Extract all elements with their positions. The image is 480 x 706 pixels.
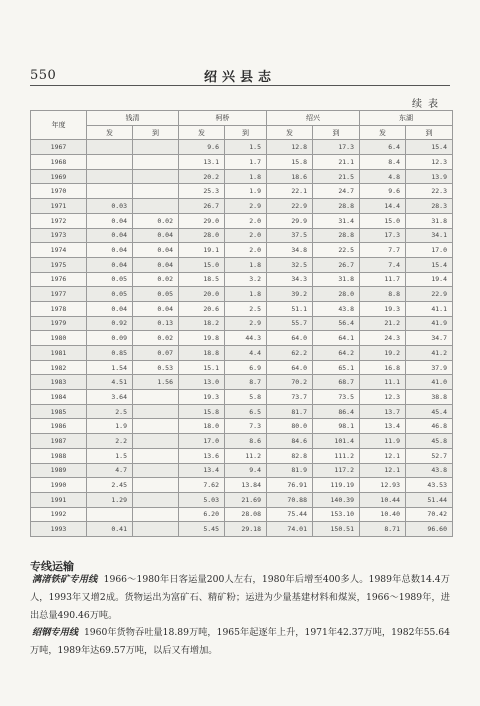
subheader-cell: 发 xyxy=(87,125,133,140)
value-cell: 44.3 xyxy=(225,331,267,346)
value-cell: 22.1 xyxy=(267,184,313,199)
value-cell: 28.0 xyxy=(179,228,225,243)
value-cell: 12.3 xyxy=(406,155,453,170)
value-cell: 6.20 xyxy=(179,507,225,522)
table-body xyxy=(31,140,453,537)
value-cell: 6.4 xyxy=(360,140,406,155)
value-cell: 19.4 xyxy=(406,272,453,287)
value-cell: 2.0 xyxy=(225,243,267,258)
value-cell xyxy=(133,492,179,507)
value-cell: 12.1 xyxy=(360,448,406,463)
value-cell: 6.5 xyxy=(225,404,267,419)
value-cell: 51.1 xyxy=(267,301,313,316)
value-cell: 38.8 xyxy=(406,390,453,405)
value-cell: 19.1 xyxy=(179,243,225,258)
value-cell: 7.62 xyxy=(179,478,225,493)
value-cell: 119.19 xyxy=(313,478,360,493)
value-cell: 5.45 xyxy=(179,522,225,537)
table-row xyxy=(31,243,453,258)
value-cell: 31.8 xyxy=(313,272,360,287)
table-row xyxy=(31,257,453,272)
value-cell xyxy=(133,140,179,155)
value-cell: 84.6 xyxy=(267,434,313,449)
value-cell: 34.7 xyxy=(406,331,453,346)
section-title: 专线运输 xyxy=(30,560,74,573)
year-cell: 1969 xyxy=(31,169,87,184)
year-cell: 1990 xyxy=(31,478,87,493)
year-cell: 1974 xyxy=(31,243,87,258)
value-cell: 0.02 xyxy=(133,272,179,287)
value-cell: 65.1 xyxy=(313,360,360,375)
table-row xyxy=(31,199,453,214)
value-cell xyxy=(133,463,179,478)
value-cell: 82.8 xyxy=(267,448,313,463)
value-cell: 41.2 xyxy=(406,346,453,361)
value-cell xyxy=(133,434,179,449)
paragraph-text: 1960年货物吞吐量18.89万吨，1965年起逐年上升，1971年42.37万吨，1982年55.64万吨，1989年达69.57万吨，以后又有增加。 xyxy=(30,627,450,656)
value-cell: 3.2 xyxy=(225,272,267,287)
value-cell: 2.9 xyxy=(225,199,267,214)
table-row xyxy=(31,213,453,228)
value-cell: 8.6 xyxy=(225,434,267,449)
value-cell: 6.9 xyxy=(225,360,267,375)
table-row xyxy=(31,287,453,302)
table-row xyxy=(31,331,453,346)
value-cell xyxy=(133,390,179,405)
value-cell: 73.5 xyxy=(313,390,360,405)
value-cell: 45.8 xyxy=(406,434,453,449)
value-cell: 0.04 xyxy=(87,228,133,243)
value-cell: 31.8 xyxy=(406,213,453,228)
value-cell: 0.13 xyxy=(133,316,179,331)
value-cell: 86.4 xyxy=(313,404,360,419)
year-cell: 1983 xyxy=(31,375,87,390)
value-cell: 4.4 xyxy=(225,346,267,361)
table-row xyxy=(31,507,453,522)
value-cell: 41.9 xyxy=(406,316,453,331)
value-cell: 81.9 xyxy=(267,463,313,478)
value-cell xyxy=(133,448,179,463)
value-cell: 12.8 xyxy=(267,140,313,155)
year-cell: 1980 xyxy=(31,331,87,346)
running-head: 绍兴县志 xyxy=(203,70,276,85)
subheader-cell: 发 xyxy=(179,125,225,140)
table-row xyxy=(31,390,453,405)
value-cell: 13.9 xyxy=(406,169,453,184)
value-cell: 111.2 xyxy=(313,448,360,463)
value-cell xyxy=(87,140,133,155)
value-cell: 2.5 xyxy=(87,404,133,419)
subheader-cell: 发 xyxy=(267,125,313,140)
continued-label: 续表 xyxy=(412,99,444,110)
value-cell: 2.45 xyxy=(87,478,133,493)
value-cell: 8.8 xyxy=(360,287,406,302)
value-cell: 52.7 xyxy=(406,448,453,463)
year-cell: 1989 xyxy=(31,463,87,478)
value-cell: 1.56 xyxy=(133,375,179,390)
value-cell: 15.0 xyxy=(179,257,225,272)
value-cell: 4.51 xyxy=(87,375,133,390)
value-cell: 15.1 xyxy=(179,360,225,375)
value-cell xyxy=(133,199,179,214)
value-cell: 14.4 xyxy=(360,199,406,214)
subheader-cell: 发 xyxy=(360,125,406,140)
value-cell: 17.3 xyxy=(313,140,360,155)
value-cell: 0.02 xyxy=(133,331,179,346)
value-cell: 18.2 xyxy=(179,316,225,331)
header-rule xyxy=(30,85,450,86)
value-cell xyxy=(87,155,133,170)
value-cell: 34.1 xyxy=(406,228,453,243)
year-cell: 1981 xyxy=(31,346,87,361)
table-row xyxy=(31,155,453,170)
year-cell: 1988 xyxy=(31,448,87,463)
table-row xyxy=(31,346,453,361)
year-cell: 1992 xyxy=(31,507,87,522)
value-cell: 22.9 xyxy=(267,199,313,214)
value-cell: 13.4 xyxy=(179,463,225,478)
value-cell: 0.41 xyxy=(87,522,133,537)
value-cell xyxy=(133,155,179,170)
value-cell: 0.04 xyxy=(133,243,179,258)
value-cell: 29.0 xyxy=(179,213,225,228)
value-cell: 2.0 xyxy=(225,228,267,243)
subheader-cell: 到 xyxy=(133,125,179,140)
year-cell: 1977 xyxy=(31,287,87,302)
year-cell: 1972 xyxy=(31,213,87,228)
value-cell: 17.3 xyxy=(360,228,406,243)
value-cell: 96.60 xyxy=(406,522,453,537)
value-cell: 0.05 xyxy=(87,272,133,287)
value-cell: 9.6 xyxy=(179,140,225,155)
value-cell: 64.0 xyxy=(267,360,313,375)
value-cell: 10.44 xyxy=(360,492,406,507)
value-cell xyxy=(87,184,133,199)
value-cell: 73.7 xyxy=(267,390,313,405)
value-cell: 0.02 xyxy=(133,213,179,228)
value-cell: 13.4 xyxy=(360,419,406,434)
value-cell: 117.2 xyxy=(313,463,360,478)
value-cell: 13.0 xyxy=(179,375,225,390)
value-cell xyxy=(133,507,179,522)
value-cell: 12.93 xyxy=(360,478,406,493)
value-cell: 46.8 xyxy=(406,419,453,434)
table-row xyxy=(31,419,453,434)
value-cell: 28.8 xyxy=(313,228,360,243)
value-cell: 24.7 xyxy=(313,184,360,199)
value-cell: 34.3 xyxy=(267,272,313,287)
value-cell: 2.9 xyxy=(225,316,267,331)
value-cell: 0.04 xyxy=(87,243,133,258)
table-row xyxy=(31,434,453,449)
value-cell: 81.7 xyxy=(267,404,313,419)
value-cell xyxy=(133,169,179,184)
value-cell: 64.1 xyxy=(313,331,360,346)
year-cell: 1986 xyxy=(31,419,87,434)
year-cell: 1968 xyxy=(31,155,87,170)
value-cell: 15.4 xyxy=(406,257,453,272)
year-cell: 1991 xyxy=(31,492,87,507)
value-cell: 15.8 xyxy=(267,155,313,170)
value-cell: 5.03 xyxy=(179,492,225,507)
value-cell: 0.05 xyxy=(87,287,133,302)
value-cell: 0.04 xyxy=(133,257,179,272)
value-cell: 153.10 xyxy=(313,507,360,522)
station-volume-table xyxy=(30,110,453,537)
value-cell: 39.2 xyxy=(267,287,313,302)
value-cell: 101.4 xyxy=(313,434,360,449)
paragraph-lead: 漓渚铁矿专用线 xyxy=(32,574,98,585)
value-cell: 45.4 xyxy=(406,404,453,419)
value-cell: 17.0 xyxy=(406,243,453,258)
value-cell: 9.4 xyxy=(225,463,267,478)
value-cell: 0.85 xyxy=(87,346,133,361)
value-cell: 75.44 xyxy=(267,507,313,522)
value-cell: 1.5 xyxy=(225,140,267,155)
table-row xyxy=(31,228,453,243)
value-cell: 29.9 xyxy=(267,213,313,228)
value-cell: 41.0 xyxy=(406,375,453,390)
table-row xyxy=(31,522,453,537)
table-header-sub xyxy=(31,125,453,140)
value-cell: 11.2 xyxy=(225,448,267,463)
value-cell: 56.4 xyxy=(313,316,360,331)
subheader-cell: 到 xyxy=(406,125,453,140)
value-cell: 18.8 xyxy=(179,346,225,361)
value-cell: 7.4 xyxy=(360,257,406,272)
value-cell: 68.7 xyxy=(313,375,360,390)
table-row xyxy=(31,478,453,493)
value-cell: 25.3 xyxy=(179,184,225,199)
value-cell: 41.1 xyxy=(406,301,453,316)
value-cell: 0.04 xyxy=(87,257,133,272)
value-cell: 1.8 xyxy=(225,257,267,272)
value-cell: 10.40 xyxy=(360,507,406,522)
year-cell: 1967 xyxy=(31,140,87,155)
value-cell: 1.9 xyxy=(87,419,133,434)
value-cell: 140.39 xyxy=(313,492,360,507)
paragraph-lead: 绍钢专用线 xyxy=(32,627,79,638)
subheader-cell: 到 xyxy=(313,125,360,140)
paragraph-lizhu-line xyxy=(30,571,450,625)
value-cell: 0.09 xyxy=(87,331,133,346)
value-cell: 0.03 xyxy=(87,199,133,214)
value-cell: 12.3 xyxy=(360,390,406,405)
table-row xyxy=(31,463,453,478)
table-row xyxy=(31,448,453,463)
year-cell: 1982 xyxy=(31,360,87,375)
value-cell: 0.04 xyxy=(87,301,133,316)
value-cell: 13.84 xyxy=(225,478,267,493)
value-cell: 2.0 xyxy=(225,213,267,228)
value-cell: 80.0 xyxy=(267,419,313,434)
value-cell: 22.5 xyxy=(313,243,360,258)
value-cell: 0.04 xyxy=(133,228,179,243)
value-cell: 1.8 xyxy=(225,169,267,184)
value-cell: 1.29 xyxy=(87,492,133,507)
value-cell: 8.71 xyxy=(360,522,406,537)
year-cell: 1984 xyxy=(31,390,87,405)
value-cell: 7.7 xyxy=(360,243,406,258)
value-cell: 13.1 xyxy=(179,155,225,170)
year-cell: 1971 xyxy=(31,199,87,214)
value-cell: 70.88 xyxy=(267,492,313,507)
value-cell: 22.9 xyxy=(406,287,453,302)
group-header-keqiao: 柯桥 xyxy=(179,111,267,126)
table-row xyxy=(31,492,453,507)
value-cell: 21.1 xyxy=(313,155,360,170)
group-header-shaoxing: 绍兴 xyxy=(267,111,360,126)
value-cell: 2.2 xyxy=(87,434,133,449)
value-cell: 28.8 xyxy=(313,199,360,214)
value-cell: 28.0 xyxy=(313,287,360,302)
value-cell: 62.2 xyxy=(267,346,313,361)
value-cell: 0.07 xyxy=(133,346,179,361)
value-cell: 7.3 xyxy=(225,419,267,434)
table-row xyxy=(31,169,453,184)
subheader-cell: 到 xyxy=(225,125,267,140)
value-cell: 8.7 xyxy=(225,375,267,390)
value-cell: 0.53 xyxy=(133,360,179,375)
year-cell: 1976 xyxy=(31,272,87,287)
value-cell: 3.64 xyxy=(87,390,133,405)
value-cell: 29.18 xyxy=(225,522,267,537)
value-cell: 0.05 xyxy=(133,287,179,302)
table-row xyxy=(31,301,453,316)
value-cell: 150.51 xyxy=(313,522,360,537)
value-cell: 2.5 xyxy=(225,301,267,316)
group-header-donghu: 东湖 xyxy=(360,111,453,126)
value-cell: 20.2 xyxy=(179,169,225,184)
table-row xyxy=(31,360,453,375)
value-cell xyxy=(87,169,133,184)
value-cell: 8.4 xyxy=(360,155,406,170)
year-cell: 1970 xyxy=(31,184,87,199)
value-cell: 17.0 xyxy=(179,434,225,449)
value-cell: 21.5 xyxy=(313,169,360,184)
value-cell: 21.2 xyxy=(360,316,406,331)
value-cell: 9.6 xyxy=(360,184,406,199)
value-cell: 16.8 xyxy=(360,360,406,375)
value-cell: 15.8 xyxy=(179,404,225,419)
group-header-qianqing: 钱清 xyxy=(87,111,179,126)
value-cell: 18.5 xyxy=(179,272,225,287)
value-cell: 32.5 xyxy=(267,257,313,272)
value-cell: 21.69 xyxy=(225,492,267,507)
value-cell: 20.0 xyxy=(179,287,225,302)
value-cell: 55.7 xyxy=(267,316,313,331)
value-cell: 11.1 xyxy=(360,375,406,390)
value-cell xyxy=(133,184,179,199)
value-cell: 26.7 xyxy=(313,257,360,272)
year-cell: 1978 xyxy=(31,301,87,316)
value-cell: 18.6 xyxy=(267,169,313,184)
year-cell: 1975 xyxy=(31,257,87,272)
value-cell: 37.5 xyxy=(267,228,313,243)
value-cell: 43.8 xyxy=(406,463,453,478)
value-cell: 43.53 xyxy=(406,478,453,493)
value-cell: 70.42 xyxy=(406,507,453,522)
table-row xyxy=(31,404,453,419)
value-cell: 37.9 xyxy=(406,360,453,375)
year-cell: 1987 xyxy=(31,434,87,449)
value-cell: 1.5 xyxy=(87,448,133,463)
value-cell: 22.3 xyxy=(406,184,453,199)
value-cell: 13.6 xyxy=(179,448,225,463)
paragraph-text: 1966～1980年日客运量200人左右，1980年后增至400多人。1989年总数14.4万人，1993年又增2成。货物运出为富矿石、精矿粉；运进为少量基建材料和煤炭，1966～1989年，进出总量490.46万吨。 xyxy=(30,574,450,621)
year-cell: 1973 xyxy=(31,228,87,243)
value-cell: 24.3 xyxy=(360,331,406,346)
value-cell: 31.4 xyxy=(313,213,360,228)
table-row xyxy=(31,316,453,331)
value-cell: 0.04 xyxy=(87,213,133,228)
value-cell: 4.7 xyxy=(87,463,133,478)
value-cell: 64.0 xyxy=(267,331,313,346)
year-cell: 1993 xyxy=(31,522,87,537)
page-number: 550 xyxy=(30,68,57,83)
value-cell: 51.44 xyxy=(406,492,453,507)
value-cell: 74.01 xyxy=(267,522,313,537)
table-row xyxy=(31,272,453,287)
value-cell: 0.04 xyxy=(133,301,179,316)
value-cell: 19.3 xyxy=(179,390,225,405)
value-cell: 19.8 xyxy=(179,331,225,346)
value-cell: 15.4 xyxy=(406,140,453,155)
value-cell: 1.7 xyxy=(225,155,267,170)
value-cell: 12.1 xyxy=(360,463,406,478)
value-cell xyxy=(133,478,179,493)
value-cell: 20.6 xyxy=(179,301,225,316)
table-row xyxy=(31,184,453,199)
value-cell: 13.7 xyxy=(360,404,406,419)
value-cell: 28.3 xyxy=(406,199,453,214)
value-cell: 18.0 xyxy=(179,419,225,434)
table-row xyxy=(31,140,453,155)
value-cell: 1.9 xyxy=(225,184,267,199)
value-cell xyxy=(133,404,179,419)
year-cell: 1979 xyxy=(31,316,87,331)
value-cell: 43.8 xyxy=(313,301,360,316)
value-cell: 4.8 xyxy=(360,169,406,184)
value-cell: 1.8 xyxy=(225,287,267,302)
value-cell: 64.2 xyxy=(313,346,360,361)
value-cell: 19.3 xyxy=(360,301,406,316)
value-cell: 5.8 xyxy=(225,390,267,405)
value-cell: 11.9 xyxy=(360,434,406,449)
value-cell: 1.54 xyxy=(87,360,133,375)
value-cell xyxy=(133,522,179,537)
value-cell: 0.92 xyxy=(87,316,133,331)
value-cell: 11.7 xyxy=(360,272,406,287)
year-header: 年度 xyxy=(31,111,87,140)
value-cell: 15.0 xyxy=(360,213,406,228)
value-cell: 19.2 xyxy=(360,346,406,361)
value-cell: 76.91 xyxy=(267,478,313,493)
value-cell xyxy=(87,507,133,522)
table-header-groups xyxy=(31,111,453,126)
value-cell xyxy=(133,419,179,434)
value-cell: 70.2 xyxy=(267,375,313,390)
table-row xyxy=(31,375,453,390)
value-cell: 98.1 xyxy=(313,419,360,434)
paragraph-shaogang-line xyxy=(30,624,450,660)
value-cell: 26.7 xyxy=(179,199,225,214)
value-cell: 34.8 xyxy=(267,243,313,258)
value-cell: 28.08 xyxy=(225,507,267,522)
year-cell: 1985 xyxy=(31,404,87,419)
